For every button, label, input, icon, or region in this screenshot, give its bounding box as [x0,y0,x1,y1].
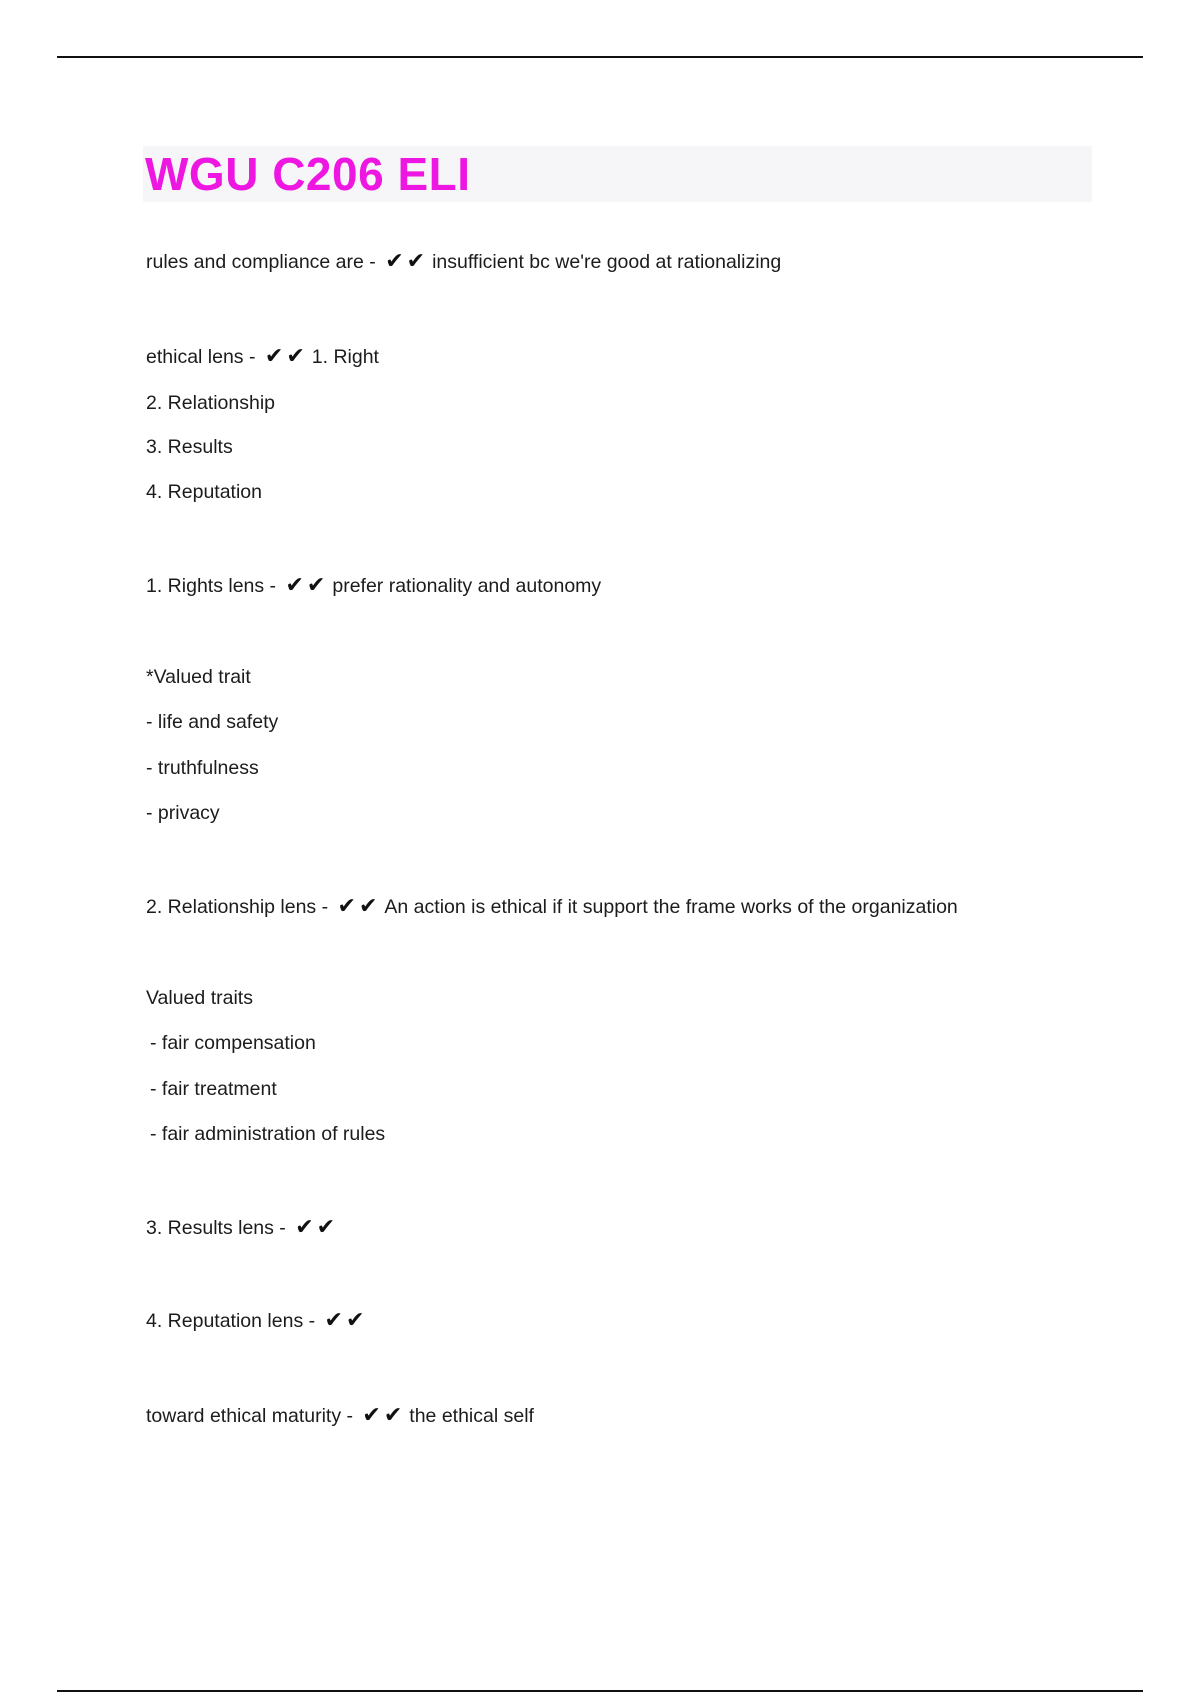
page-title: WGU C206 ELI [145,148,471,200]
list-item: 3. Results [146,436,233,458]
footer-rule [57,1690,1143,1692]
list-item: *Valued trait [146,666,251,688]
double-check-icon: ✔✔ [264,344,308,369]
list-item: 2. Relationship [146,392,275,414]
double-check-icon: ✔✔ [285,573,329,598]
term: rules and compliance are - [146,251,376,273]
term: 1. Rights lens - [146,575,277,597]
term: ethical lens - [146,346,256,368]
double-check-icon: ✔✔ [385,249,429,274]
definition: 1. Right [311,346,379,368]
definition: insufficient bc we're good at rationalizing [432,251,782,273]
list-item: 4. Reputation [146,481,263,503]
flashcard-rules-compliance [146,248,781,276]
flashcard-reputation-lens [146,1307,371,1335]
definition: An action is ethical if it support the frame works of the organization [384,896,958,918]
term: toward ethical maturity - [146,1405,353,1427]
list-item: - fair treatment [150,1078,277,1100]
list-item: - truthfulness [146,757,259,779]
flashcard-ethical-lens [146,343,379,371]
definition: prefer rationality and autonomy [332,575,602,597]
flashcard-relationship-lens [146,893,958,921]
list-item: - life and safety [146,711,279,733]
double-check-icon: ✔✔ [295,1215,339,1240]
list-item: Valued traits [146,987,253,1009]
double-check-icon: ✔✔ [324,1308,368,1333]
list-item: - fair administration of rules [150,1123,386,1145]
term: 3. Results lens - [146,1217,286,1239]
term: 4. Reputation lens - [146,1310,316,1332]
double-check-icon: ✔✔ [362,1403,406,1428]
flashcard-ethical-maturity [146,1402,534,1430]
flashcard-rights-lens [146,572,601,600]
double-check-icon: ✔✔ [337,894,381,919]
definition: the ethical self [409,1405,534,1427]
header-rule [57,56,1143,58]
flashcard-results-lens [146,1214,342,1242]
term: 2. Relationship lens - [146,896,329,918]
list-item: - privacy [146,802,220,824]
list-item: - fair compensation [150,1032,316,1054]
